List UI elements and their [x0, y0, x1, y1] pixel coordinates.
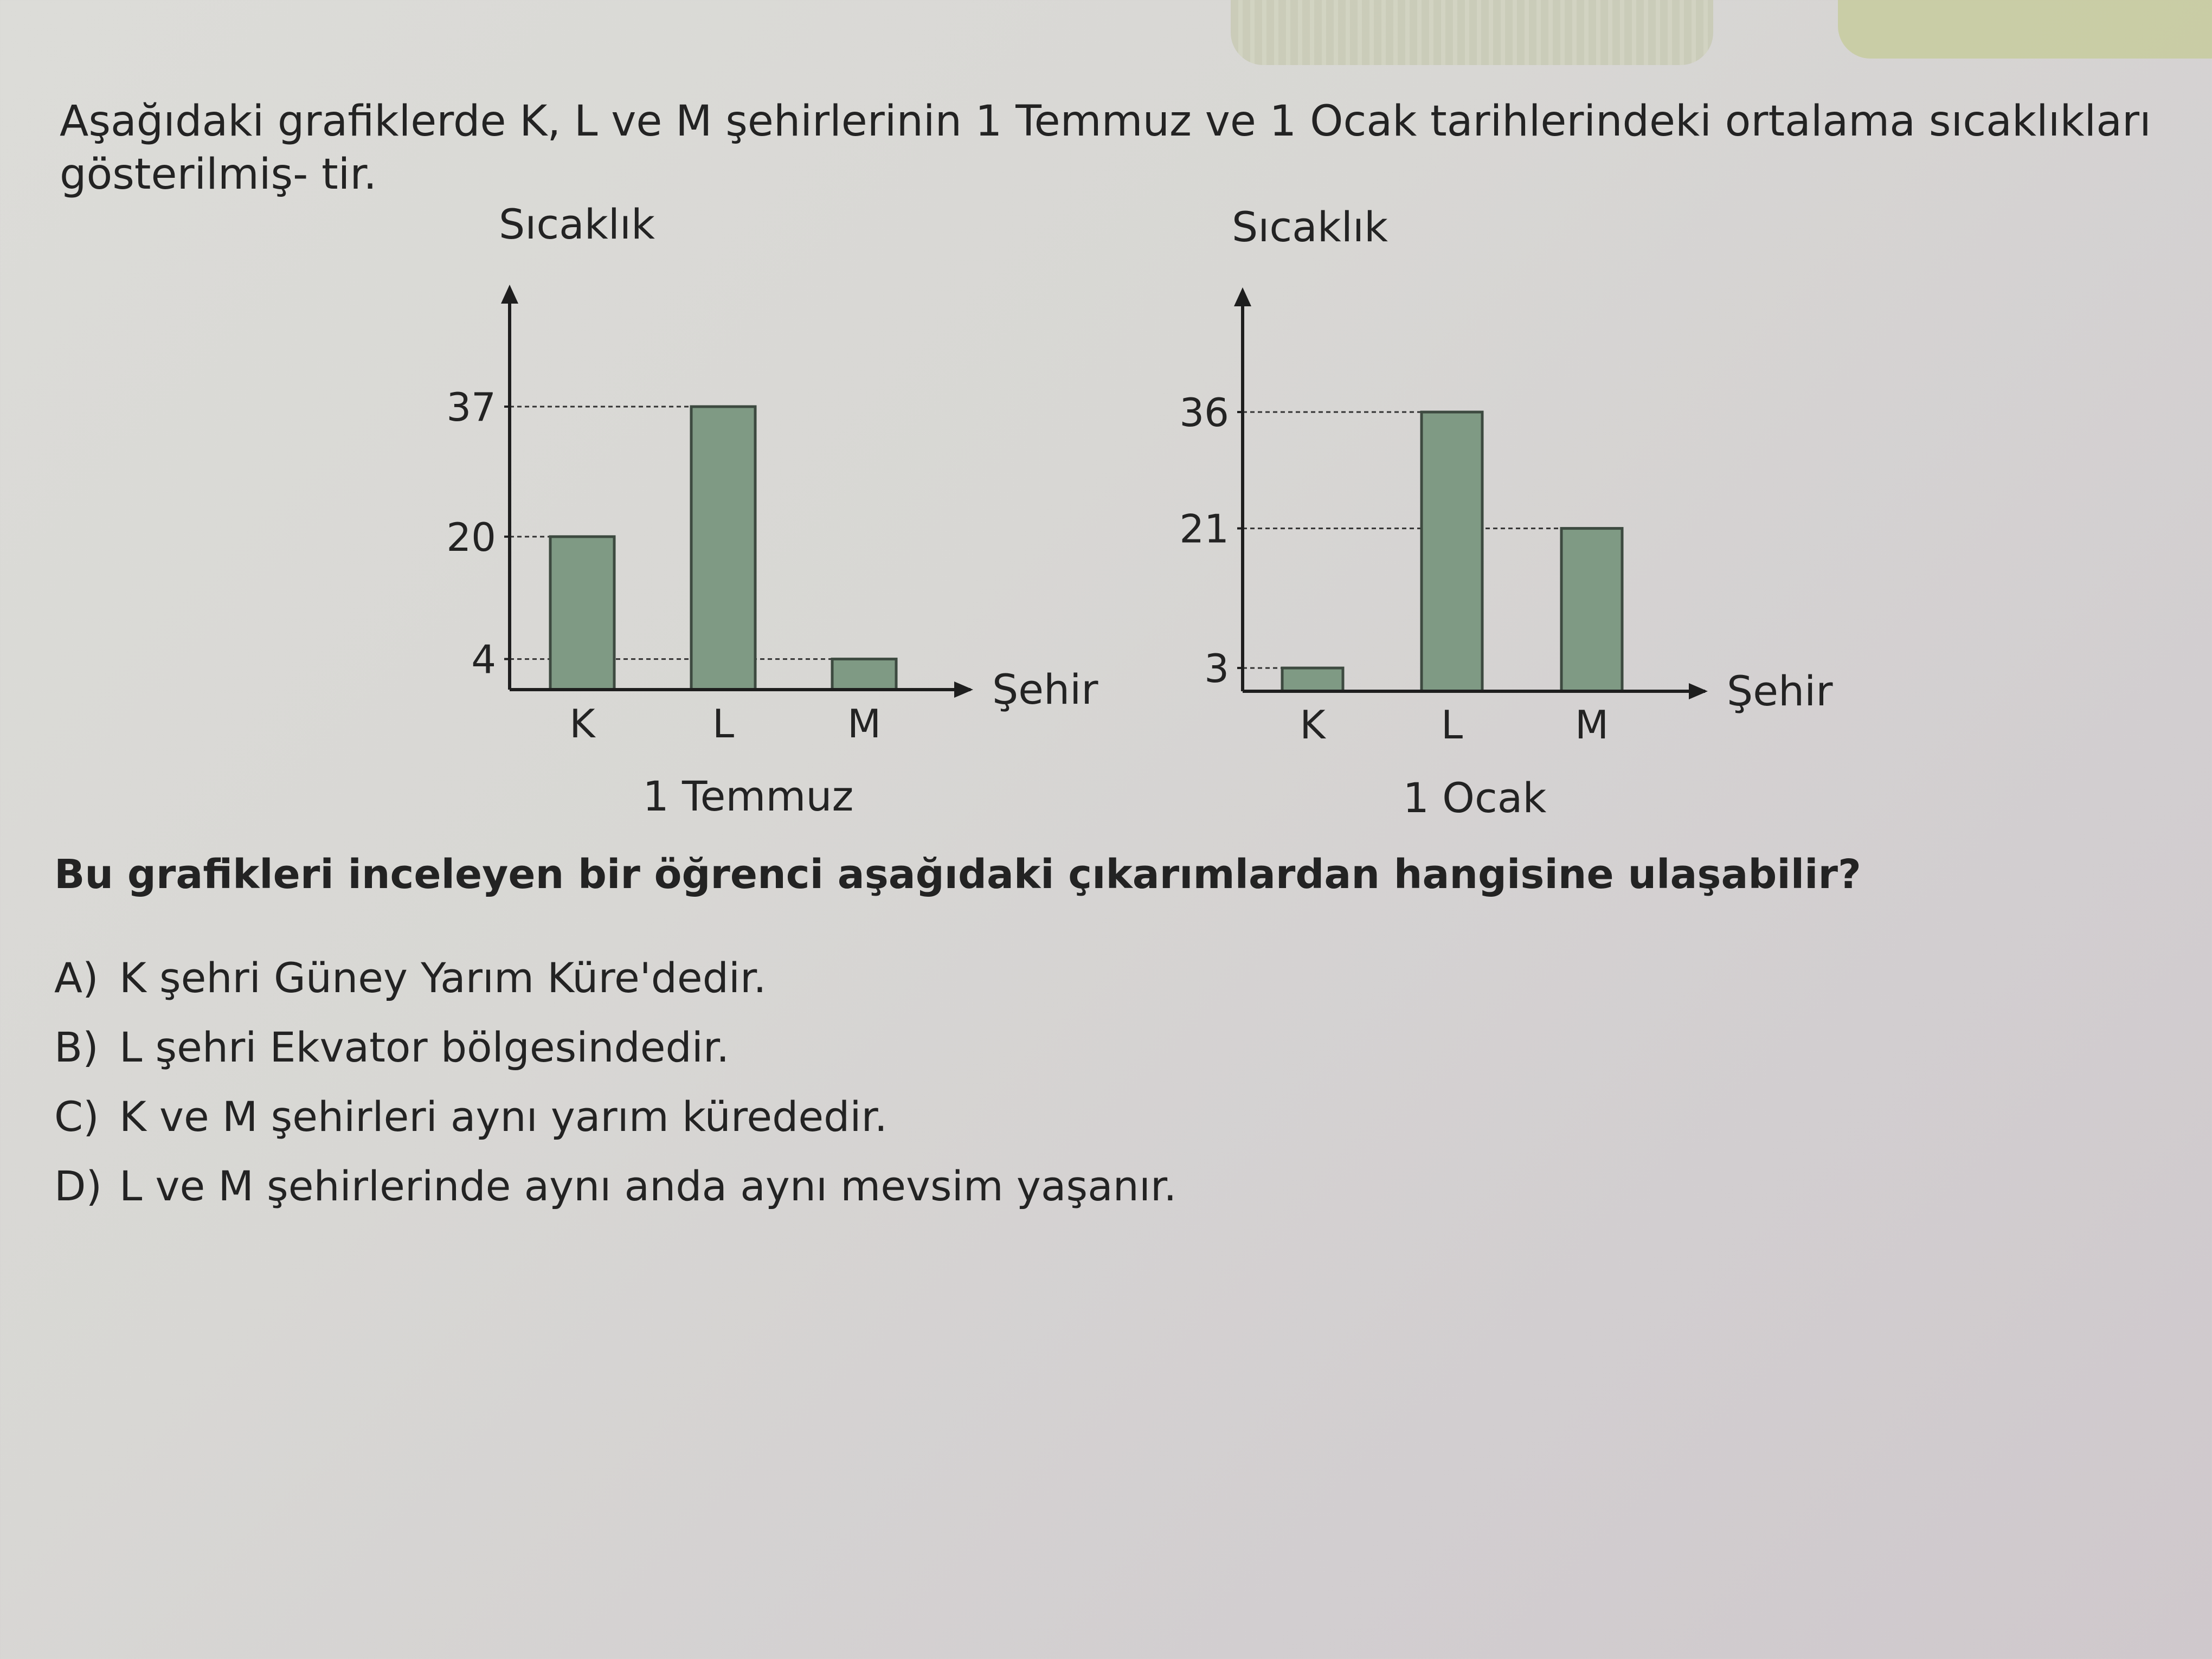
x-tick-label: K: [1300, 702, 1326, 748]
option-c[interactable]: [54, 1082, 1176, 1152]
bar-M: [832, 659, 896, 690]
bar-K: [550, 537, 614, 690]
x-axis-label: Şehir: [992, 665, 1098, 713]
option-letter: A): [54, 954, 99, 1002]
x-tick-label: L: [1441, 702, 1463, 748]
option-text: K ve M şehirleri aynı yarım kürededir.: [119, 1092, 888, 1141]
bar-K: [1282, 668, 1343, 691]
option-text: L ve M şehirlerinde aynı anda aynı mevsim yaşanır.: [119, 1162, 1177, 1210]
x-axis-arrow: [954, 681, 973, 698]
bar-L: [1422, 412, 1482, 691]
y-tick-label: 4: [471, 636, 496, 683]
chart-title: 1 Ocak: [1403, 774, 1547, 822]
x-tick-label: M: [847, 701, 882, 747]
chart-2: [1179, 203, 1833, 822]
bar-L: [691, 407, 755, 690]
x-tick-label: K: [569, 701, 595, 747]
option-text: L şehri Ekvator bölgesindedir.: [119, 1023, 730, 1071]
option-b[interactable]: [54, 1013, 1176, 1082]
x-axis-arrow: [1689, 683, 1708, 699]
y-tick-label: 20: [446, 514, 496, 560]
option-letter: C): [54, 1092, 99, 1141]
y-tick-label: 3: [1204, 646, 1229, 692]
x-axis-label: Şehir: [1727, 667, 1833, 715]
y-tick-label: 37: [446, 384, 496, 430]
x-tick-label: M: [1574, 702, 1609, 748]
chart-title: 1 Temmuz: [642, 772, 854, 820]
option-d[interactable]: [54, 1152, 1176, 1221]
y-axis-arrow: [501, 285, 518, 304]
question-text: Bu grafikleri inceleyen bir öğrenci aşağıdaki çıkarımlardan hangisine ulaşabilir?: [54, 851, 1861, 898]
y-tick-label: 21: [1179, 506, 1229, 552]
option-letter: B): [54, 1023, 99, 1071]
y-axis-label: Sıcaklık: [499, 200, 655, 248]
option-text: K şehri Güney Yarım Küre'dedir.: [119, 954, 767, 1002]
y-tick-label: 36: [1179, 390, 1229, 435]
option-a[interactable]: [54, 943, 1176, 1013]
option-letter: D): [54, 1162, 102, 1210]
y-axis-arrow: [1234, 287, 1251, 306]
intro-text: Aşağıdaki grafiklerde K, L ve M şehirlerinin 1 Temmuz ve 1 Ocak tarihlerindeki ortalama sıcaklıkları gösterilmiş- tir.: [60, 97, 2151, 199]
answer-options: [54, 943, 1176, 1221]
chart-1: [446, 200, 1098, 820]
x-tick-label: L: [712, 701, 735, 747]
bar-M: [1561, 529, 1622, 691]
y-axis-label: Sıcaklık: [1232, 203, 1388, 251]
